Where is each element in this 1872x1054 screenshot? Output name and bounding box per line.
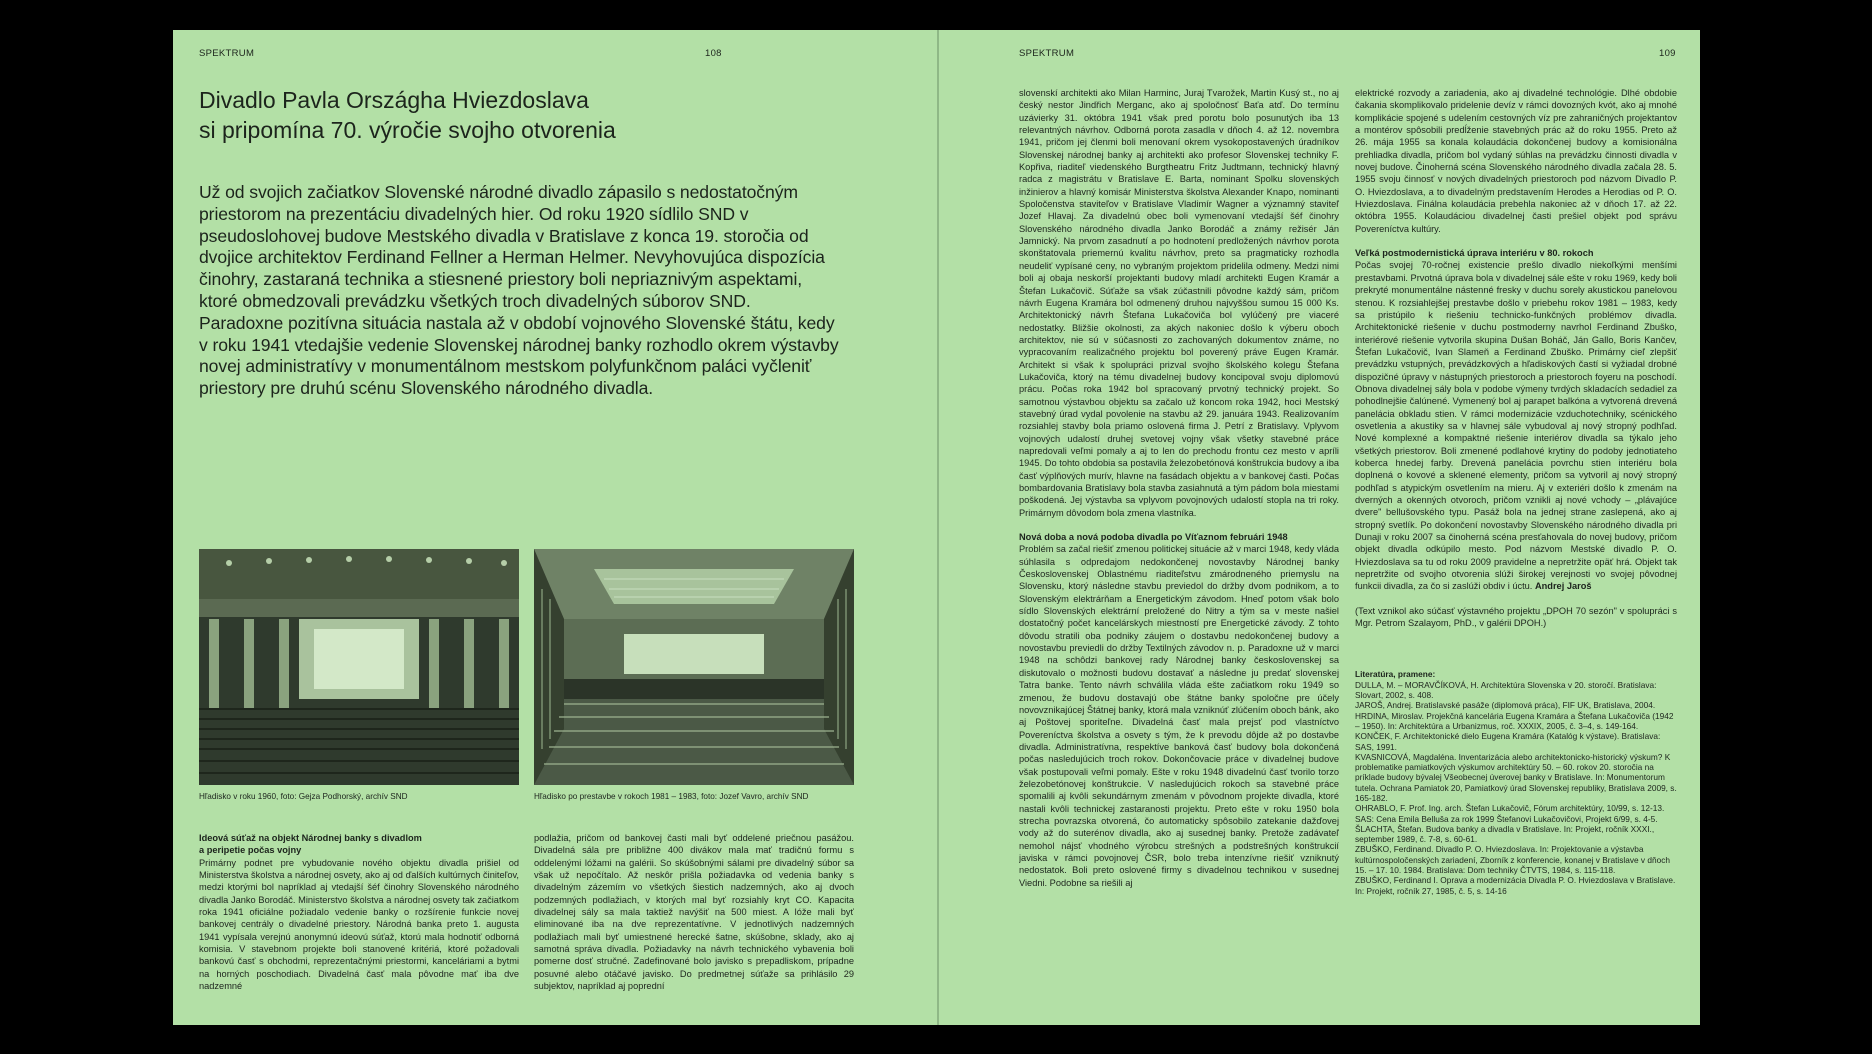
bibliography-entry: ZBUŠKO, Ferdinand I. Oprava a modernizácia Divadla P. O. Hviezdoslava v Bratislave. In: Projekt, ročník 27, 1985, č. 5, s. 14-16 xyxy=(1355,875,1676,896)
title-line-2: si pripomína 70. výročie svojho otvorenia xyxy=(199,117,616,143)
project-note: (Text vznikol ako súčasť výstavného projektu „DPOH 70 sezón" v spolupráci s Mgr. Petrom Szalayom, PhD., v galérii DPOH.) xyxy=(1355,605,1677,629)
photo-caption-2: Hľadisko po prestavbe v rokoch 1981 – 1983, foto: Jozef Vavro, archív SND xyxy=(534,792,809,801)
section-heading-2: Nová doba a nová podoba divadla po Víťaznom februári 1948 xyxy=(1019,532,1288,543)
photo-caption-1: Hľadisko v roku 1960, foto: Gejza Podhorský, archív SND xyxy=(199,792,408,801)
left-column-1 xyxy=(199,832,519,1022)
bibliography-entry: KVASNICOVÁ, Magdaléna. Inventarizácia alebo architektonicko-historický výskum? K problematike pamiatkových výskumov architektúry 50. – 60. rokov 20. storočia na príklade budovy bývalej Všeobecnej úverovej banky v Bratislave. In: Monumentorum tutela. Ochrana Pamiatok 20, Pamiatkový úrad Slovenskej republiky, Bratislava 2009, s. 165-182. xyxy=(1355,751,1677,803)
page-number: 108 xyxy=(705,48,722,59)
right-column-1 xyxy=(1019,87,1339,1022)
bibliography-entry: ZBUŠKO, Ferdinand. Divadlo P. O. Hviezdoslava. In: Projektovanie a výstavba kultúrnospoločenských zariadení, Zborník z konferencie, konanej v Bratislave v dňoch 15. – 17. 10. 1984. Bratislava: Dom techniky ČTVTS, 1984, s. 115-118. xyxy=(1355,844,1670,876)
running-head: SPEKTRUM xyxy=(199,48,255,59)
auditorium-1960-image xyxy=(199,549,519,785)
title-line-1: Divadlo Pavla Országha Hviezdoslava xyxy=(199,87,589,113)
left-column-2 xyxy=(534,832,854,1022)
body-text: Počas svojej 70-ročnej existencie prešlo divadlo niekoľkými menšími prestavbami. Prvotná úprava bola v divadelnej sále ešte v roku 1969, kedy boli prekryté monumentálne nástenné fresky v duchu sorely akustickou panelovou stenou. K rozsiahlejšej prestavbe došlo v priebehu rokov 1981 – 1983, kedy sa pristúpilo k riešeniu technicko-funkčných problémov divadla. Architektonické riešenie v duchu postmoderny navrhol Ferdinand Zbuško, interiérové riešenie vytvorila skupina Dušan Boháč, Ján Gallo, Boris Kančev, Štefan Lukačovič, Ivan Slameň a Ferdinand Zbuško. Primárny cieľ zlepšiť prevádzku vstupných, prevádzkových a hľadiskových častí si vyžiadal drobné dispozičné úpravy v nástupných priestoroch a priestoroch foyeru na poschodí. Obnova divadelnej sály bola v podobe výmeny tvrdých skladacích sedadiel za pohodlnejšie čalúnené. Vymenený bol aj parapet balkóna a vytvorená drevená panelácia obkladu stien. V rámci modernizácie vzduchotechniky, scénického osvetlenia a akustiky sa v hlavnej sále vybudoval aj nový stropný podhľad. Nové komplexné a kompaktné riešenie interiérov divadla sa týkalo jeho všetkých priestorov. Boli zmenené podlahové krytiny do podoby jednotiateho koberca hnedej farby. Drevená panelácia povrchu stien interiéru bola doplnená o kovové a sklenené elementy, pričom sa vytvoril aj nový stropný podhľad s atypickým osvetlením na mieru. Aj v exteriéri došlo k zmenám na dverných a okenných otvoroch, pričom vznikli aj nové vchody – „plávajúce dvere" bellušovského typu. Pasáž bola na jednej strane zaslepená, ako aj stropný svetlík. Po dokončení novostavby Slovenského národného divadla pri Dunaji v roku 2007 sa činoherná scéna presťahovala do novej budovy, pričom objekt divadla odkúpilo mesto. Pod názvom Mestské divadlo P. O. Hviezdoslava sa tu od roku 2009 pravidelne a nepretržite opäť hrá. Objekt tak nepretržite od svojho otvorenia slúži širokej verejnosti vo svojej pôvodnej funkcii divadla, za čo si zaslúži obdiv i úctu. Andrej Jaroš xyxy=(1355,260,1677,592)
body-text: elektrické rozvody a zariadenia, ako aj divadelné technológie. Dlhé obdobie čakania skomplikovalo pridelenie devíz v rámci dovozných kvót, ako aj mnohé komplikácie spojené s udelením cestovných víz pre zahraničných projektantov a montérov spôsobili predĺženie stavebných prác až do roku 1955. Preto až 26. mája 1955 sa konala kolaudácia dokončenej budovy a komisionálna prehliadka divadla, pričom bol vydaný súhlas na prevádzku činnosti divadla v novej budove. Činoherná scéna Slovenského národného divadla začala 28. 5. 1955 svoju činnosť v nových divadelných priestoroch pod názvom Divadlo P. O. Hviezdoslava, a to divadelným predstavením Herodes a Herodias od P. O. Hviezdoslava. Finálna kolaudácia prebehla nakoniec až v dňoch 17. až 22. októbra 1955. Kolaudáciou divadelnej časti prešiel objekt pod správu Povereníctva kultúry. xyxy=(1355,88,1677,234)
bibliography-entry: JAROŠ, Andrej. Bratislavské pasáže (diplomová práca), FIF UK, Bratislava, 2004. xyxy=(1355,700,1656,711)
bibliography xyxy=(1355,669,1677,896)
bibliography-entry: OHRABLO, F. Prof. Ing. arch. Štefan Lukačovič, Fórum architektúry, 10/99, s. 12-13. xyxy=(1355,803,1665,814)
left-page xyxy=(173,30,937,1025)
auditorium-1983-photo xyxy=(534,549,854,785)
bibliography-entry: DULLA, M. – MORAVČÍKOVÁ, H. Architektúra Slovenska v 20. storočí. Bratislava: Slovart, 2002, s. 408. xyxy=(1355,679,1657,701)
page-number: 109 xyxy=(1659,48,1676,59)
bibliography-entry: HRDINA, Miroslav. Projekčná kancelária Eugena Kramára a Štefana Lukačoviča (1942 – 1950). In: Architektúra a Urbanizmus, roč. XXXIX, 2005, č. 3–4, s. 149-164. xyxy=(1355,710,1674,731)
body-text: Primárny podnet pre vybudovanie nového objektu divadla prišiel od Ministerstva školstva a národnej osvety, ako aj od ďalších kultúrnych činiteľov, medzi ktorými bol napríklad aj vtedajší šéf činohry Slovenského národného divadla Janko Borodáč. Ministerstvo školstva a národnej osvety tak začiatkom roka 1941 oficiálne požiadalo vedenie banky o rozšírenie funkcie novej bankovej centrály o divadelné priestory. Národná banka preto 1. augusta 1941 vypísala verejnú anonymnú ideovú súťaž, ktorú mala hodnotiť odborná komisia. V stavebnom projekte boli stanovené kritériá, ktoré požadovali bankovú časť s obchodmi, reprezentačnými priestormi, kanceláriami a bytmi na horných poschodiach. Divadelná časť mala pôvodne mať iba dve nadzemné xyxy=(199,857,519,992)
article-title xyxy=(199,85,759,145)
auditorium-1960-photo xyxy=(199,549,519,785)
bibliography-entry: SAS: Cena Emila Belluša za rok 1999 Štefanovi Lukačovičovi, Projekt 6/99, s. 4-5. xyxy=(1355,813,1658,824)
body-text: podlažia, pričom od bankovej časti mali byť oddelené priečnou pasážou. Divadelná sála pre približne 400 divákov mala mať tradičnú formu s oddelenými lóžami na galérii. So skúšobnými sálami pre divadelný súbor sa však už nepočítalo. Až neskôr prišla požiadavka od vedenia banky s divadelným zázemím vo všetkých šiestich nadzemných, ako aj dvoch podzemných podlažiach, v ktorých mal byť rozsiahly kryt CO. Kapacita divadelnej sály sa mala taktiež navýšiť na 500 miest. A lóže mali byť eliminované iba na dve reprezentatívne. V jednotlivých nadzemných podlažiach mali byť umiestnené herecké šatne, skúšobne, sklady, ako aj samotná správa divadla. Požiadavky na návrh technického vybavenia boli pomerne dosť stručné. Zadefinované bolo javisko s prepadliskom, prípadne posuvné alebo otáčavé javisko. Do predmetnej súťaže sa prihlásilo 29 subjektov, napríklad aj poprední xyxy=(534,833,854,992)
bibliography-heading: Literatúra, pramene: xyxy=(1355,669,1436,680)
lead-paragraph: Už od svojich začiatkov Slovenské národné divadlo zápasilo s nedostatočným priestorom na prezentáciu divadelných hier. Od roku 1920 sídlilo SND v pseudoslohovej budove Mestského divadla v Bratislave z konca 19. storočia od dvojice architektov Ferdinand Fellner a Herman Helmer. Nevyhovujúca dispozícia činohry, zastaraná technika a stiesnené priestory boli nepriaznivým aspektami, ktoré obmedzovali prevádzku všetkých troch divadelných súborov SND. Paradoxne pozitívna situácia nastala až v období vojnového Slovenské štátu, kedy v roku 1941 vtedajšie vedenie Slovenskej národnej banky rozhodlo okrem výstavby novej administratívy v monumentálnom mestskom polyfunkčnom paláci vyčleniť priestory pre druhú scénu Slovenského národného divadla. xyxy=(199,182,839,399)
body-text: Problém sa začal riešiť zmenou politickej situácie až v marci 1948, kedy vláda súhlasila s odpredajom nedokončenej novostavby Národnej banky Československej Oblastnému riaditeľstvu zmárodneného priemyslu na Slovensku, ktorý následne stavbu previedol do držby dvom podnikom, a to Slovenským elektrárňam a Energetickým závodom. Hneď potom však bolo sídlo Slovenských elektrární preložené do Nitry a tým sa v meste našiel dostatočný počet kancelárskych miestností pre Energetické závody. Z tohto dôvodu stratili oba podniky záujem o dostavbu nedokončenej budovy a novostavbu previedli do držby Textilných závodov n. p. Paradoxne už v marci 1948 na schôdzi bankovej rady Národnej banky československej sa diskutovalo o možnosti budovu dostavať a následne ju predať slovenskej Tatra banke. Tento návrh schválila vláda ešte začiatkom roku 1949 so zmenou, že budovu dostavajú obe štátne banky spoločne pre účely novovznikajúcej Štátnej banky, ktorá mala vzniknúť zlúčením oboch bánk, ako aj Poštovej sporiteľne. Divadelná časť mala prejsť pod vlastníctvo Povereníctva školstva a osvety s tým, že k prevodu dôjde až po dostavbe divadla. Administratívna, respektíve banková časť budovy bola dokončená počas nasledujúcich troch rokov. Dokončovacie práce v divadelnej budove však postupovali veľmi pomaly. Ešte v roku 1948 divadelnú časť tvorilo torzo železobetónovej konštrukcie. V nasledujúcich rokoch sa stavebné práce spomalili aj kvôli sekundárnym zmenám v pôvodnom projekte divadla, ktoré nastali kvôli technickej zastaranosti projektu. Preto ešte v roku 1950 bola strecha povrazska otvorená, čo automaticky spôsobilo zatekanie dažďovej vody až do suterénov divadla, ako aj susednej banky. Pretože zadávateľ nemohol nájsť vhodného výrobcu strešných a podstrešných konštrukcií javiska v rámci povojnovej ČSR, bolo treba intenzívne riešiť vzniknutý nedostatok. Boli preto oslovené firmy s divadelnou technikou v susednej Viedni. Podobne sa riešili aj xyxy=(1019,544,1339,888)
author-name: Andrej Jaroš xyxy=(1534,581,1592,592)
right-page xyxy=(939,30,1700,1025)
bibliography-entry: ŠLACHTA, Štefan. Budova banky a divadla v Bratislave. In: Projekt, ročník XXXI., september 1989, č. 7-8, s. 60-61. xyxy=(1355,823,1655,845)
right-column-2 xyxy=(1355,87,1677,1022)
section-heading-1: Ideová súťaž na objekt Národnej banky s divadlom a peripetie počas vojny xyxy=(199,833,422,856)
auditorium-1983-image xyxy=(534,549,854,785)
running-head: SPEKTRUM xyxy=(1019,48,1075,59)
section-heading-3: Veľká postmodernistická úprava interiéru v 80. rokoch xyxy=(1355,248,1594,259)
body-text: slovenskí architekti ako Milan Harminc, Juraj Tvarožek, Martin Kusý st., no aj český nestor Jindřich Merganc, ako aj spoločnosť Baťa atď. Do termínu uzávierky 31. októbra 1941 však pred porotu bolo posunutých iba 13 relevantných návrhov. Odborná porota zasadla v dňoch 4. až 12. novembra 1941, pričom jej členmi boli menovaní okrem vysokopostavených úradníkov Slovenskej národnej banky aj architekti ako profesor Slovenskej techniky F. Kopřiva, riaditeľ viedenského Burgtheatru Fritz Judtmann, technický hlavný radca z magistrátu v Bratislave E. Barta, nominant Spolku slovenských inžinierov a hlavný komisár Ministerstva školstva Alexander Knapo, nominanti Spoločenstva staviteľov v Bratislave Vladimír Wagner a významný staviteľ Jozef Hlavaj. Za divadelnú obec boli vymenovaní vtedajší šéf činohry Slovenského národného divadla Janko Borodáč a známy režisér Ján Jamnický. Na prvom zasadnutí a po hodnotení predložených návrhov porota skonštatovala priemernú kvalitu návrhov, preto sa pragmaticky rozhodla neudeliť vypísané ceny, no vybraným projektom pridelila odmeny. Medzi nimi boli aj obaja neskorší projektanti budovy mladí architekti Eugen Kramár a Štefan Lukačovič. Súťaže sa však zúčastnili pôvodne každý sám, pričom návrh Eugena Kramára bol odmenený druhou najvyššou sumou 15 000 Ks. Architektonický návrh Štefana Lukačoviča bol vylúčený pre viaceré nedostatky. Bližšie okolnosti, za akých nakoniec došlo k výberu oboch architektov, nie sú v súčasnosti zo zachovaných dokumentov známe, no vypracovaním realizačného projektu bol poverený práve Eugen Kramár. Architekt si však k spolupráci prizval svojho školského kolegu Štefana Lukačoviča, ktorý na tému divadelnej budovy koncipoval svoju diplomovú prácu. Počas roka 1942 bol spracovaný prvotný technický projekt. So samotnou výstavbou objektu sa začalo už koncom roka 1942, hoci Mestský stavebný úrad vydal povolenie na stavbu až 29. januára 1943. Realizovaním rozsiahlej stavby bola priamo oslovená firma J. Petrí z Bratislavy. Vplyvom vojnových udalostí druhej svetovej vojny však všetky stavebné práce napredovali veľmi pomaly a aj to len do prechodu frontu cez mesto v apríli 1945. Do tohto obdobia sa postavila železobetónová konštrukcia budovy a iba časť výplňových murív, hlavne na fasádach objektu a v bankovej časti. Počas bombardovania Bratislavy bola stavba zasiahnutá a tým pádom bola miestami poškodená. Jej výstavba sa vplyvom povojnových udalostí stopla na tri roky. Primárnym dôvodom bola zmena vlastníka. xyxy=(1019,88,1339,518)
bibliography-entry: KONČEK, F. Architektonické dielo Eugena Kramára (Katalóg k výstave). Bratislava: SAS, 1991. xyxy=(1355,731,1661,752)
